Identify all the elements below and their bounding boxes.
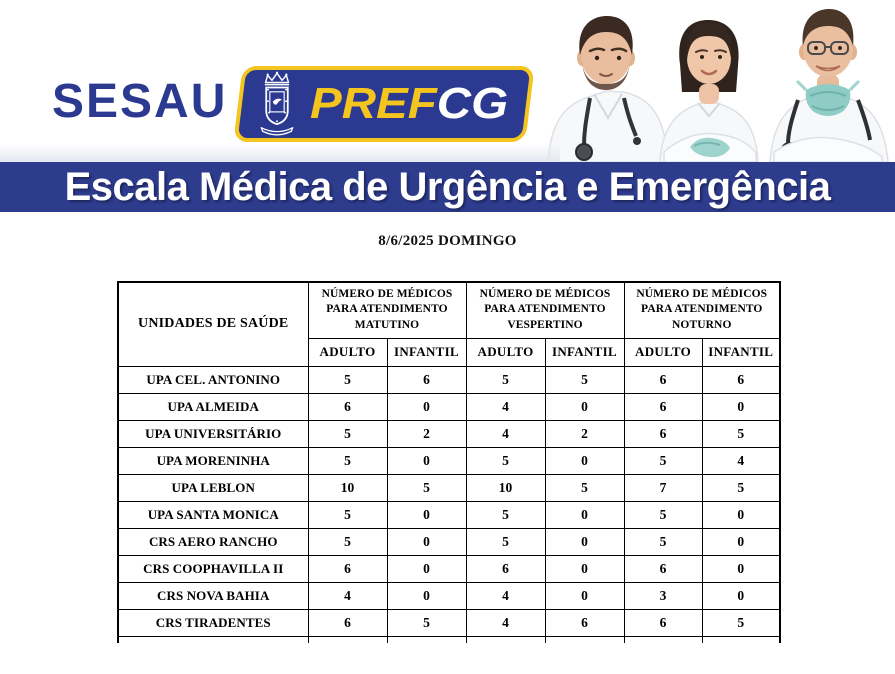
count-cell: 5 bbox=[466, 366, 545, 393]
table-row bbox=[118, 609, 780, 636]
count-cell: 5 bbox=[466, 447, 545, 474]
count-cell: 5 bbox=[545, 366, 624, 393]
count-cell: 5 bbox=[308, 528, 387, 555]
count-cell: 0 bbox=[387, 582, 466, 609]
count-cell: 5 bbox=[624, 447, 702, 474]
group-header-vespertino: NÚMERO DE MÉDICOS PARA ATENDIMENTO VESPERTINO bbox=[466, 282, 624, 338]
schedule-table-body bbox=[118, 366, 780, 636]
count-cell: 4 bbox=[466, 393, 545, 420]
title-banner bbox=[0, 162, 895, 212]
count-cell: 0 bbox=[545, 447, 624, 474]
count-cell: 5 bbox=[308, 420, 387, 447]
header bbox=[0, 0, 895, 162]
table-row bbox=[118, 528, 780, 555]
count-cell: 5 bbox=[624, 501, 702, 528]
count-cell: 5 bbox=[308, 366, 387, 393]
count-cell: 6 bbox=[702, 366, 780, 393]
table-row bbox=[118, 420, 780, 447]
count-cell: 6 bbox=[308, 609, 387, 636]
count-cell: 6 bbox=[624, 393, 702, 420]
count-cell: 5 bbox=[308, 447, 387, 474]
count-cell: 0 bbox=[702, 582, 780, 609]
stub-cell bbox=[702, 636, 780, 643]
schedule-table bbox=[117, 281, 781, 643]
schedule-date: 8/6/2025 DOMINGO bbox=[378, 233, 517, 249]
count-cell: 6 bbox=[466, 555, 545, 582]
count-cell: 2 bbox=[387, 420, 466, 447]
subheader-infantil-noturno: INFANTIL bbox=[702, 338, 780, 366]
count-cell: 5 bbox=[387, 609, 466, 636]
unit-name-cell: CRS NOVA BAHIA bbox=[118, 582, 308, 609]
count-cell: 4 bbox=[466, 609, 545, 636]
table-row bbox=[118, 555, 780, 582]
campo-grande-coat-of-arms-icon bbox=[254, 71, 300, 137]
count-cell: 0 bbox=[702, 555, 780, 582]
count-cell: 5 bbox=[545, 474, 624, 501]
count-cell: 6 bbox=[624, 420, 702, 447]
count-cell: 6 bbox=[624, 366, 702, 393]
unit-name-cell: UPA MORENINHA bbox=[118, 447, 308, 474]
count-cell: 0 bbox=[387, 393, 466, 420]
prefcg-wordmark bbox=[310, 79, 508, 129]
unit-name-cell: UPA UNIVERSITÁRIO bbox=[118, 420, 308, 447]
count-cell: 0 bbox=[702, 501, 780, 528]
count-cell: 2 bbox=[545, 420, 624, 447]
count-cell: 4 bbox=[702, 447, 780, 474]
count-cell: 5 bbox=[466, 528, 545, 555]
count-cell: 0 bbox=[387, 555, 466, 582]
table-bottom-stub bbox=[118, 636, 780, 643]
table-row bbox=[118, 501, 780, 528]
unit-name-cell: UPA LEBLON bbox=[118, 474, 308, 501]
count-cell: 4 bbox=[466, 582, 545, 609]
count-cell: 6 bbox=[545, 609, 624, 636]
count-cell: 0 bbox=[702, 528, 780, 555]
count-cell: 0 bbox=[545, 393, 624, 420]
count-cell: 0 bbox=[545, 555, 624, 582]
prefcg-badge bbox=[233, 66, 534, 142]
sesau-logo: SESAU bbox=[52, 75, 228, 128]
group-header-matutino: NÚMERO DE MÉDICOS PARA ATENDIMENTO MATUTINO bbox=[308, 282, 466, 338]
three-doctors-photo bbox=[540, 0, 895, 162]
count-cell: 0 bbox=[387, 528, 466, 555]
unit-name-cell: CRS AERO RANCHO bbox=[118, 528, 308, 555]
table-row bbox=[118, 393, 780, 420]
count-cell: 6 bbox=[624, 555, 702, 582]
subheader-infantil-vespertino: INFANTIL bbox=[545, 338, 624, 366]
count-cell: 5 bbox=[387, 474, 466, 501]
stub-cell bbox=[118, 636, 308, 643]
count-cell: 5 bbox=[308, 501, 387, 528]
subheader-adulto-vespertino: ADULTO bbox=[466, 338, 545, 366]
table-row bbox=[118, 447, 780, 474]
stub-cell bbox=[387, 636, 466, 643]
stub-cell bbox=[308, 636, 387, 643]
count-cell: 7 bbox=[624, 474, 702, 501]
subheader-adulto-noturno: ADULTO bbox=[624, 338, 702, 366]
table-header bbox=[118, 282, 780, 366]
count-cell: 10 bbox=[308, 474, 387, 501]
unit-name-cell: UPA CEL. ANTONINO bbox=[118, 366, 308, 393]
count-cell: 0 bbox=[545, 501, 624, 528]
count-cell: 0 bbox=[387, 501, 466, 528]
count-cell: 5 bbox=[466, 501, 545, 528]
subheader-adulto-matutino: ADULTO bbox=[308, 338, 387, 366]
count-cell: 3 bbox=[624, 582, 702, 609]
table-row bbox=[118, 582, 780, 609]
count-cell: 6 bbox=[308, 555, 387, 582]
count-cell: 5 bbox=[702, 420, 780, 447]
count-cell: 0 bbox=[545, 582, 624, 609]
page-title: Escala Médica de Urgência e Emergência bbox=[64, 164, 831, 209]
pref-text: PREF bbox=[310, 79, 437, 128]
table-row bbox=[118, 474, 780, 501]
unit-name-cell: UPA SANTA MONICA bbox=[118, 501, 308, 528]
units-header-cell: UNIDADES DE SAÚDE bbox=[118, 282, 308, 366]
count-cell: 6 bbox=[624, 609, 702, 636]
count-cell: 4 bbox=[308, 582, 387, 609]
cg-text: CG bbox=[436, 79, 509, 128]
count-cell: 4 bbox=[466, 420, 545, 447]
count-cell: 5 bbox=[702, 609, 780, 636]
count-cell: 10 bbox=[466, 474, 545, 501]
count-cell: 6 bbox=[387, 366, 466, 393]
table-row bbox=[118, 366, 780, 393]
count-cell: 5 bbox=[702, 474, 780, 501]
count-cell: 0 bbox=[702, 393, 780, 420]
count-cell: 6 bbox=[308, 393, 387, 420]
group-header-noturno: NÚMERO DE MÉDICOS PARA ATENDIMENTO NOTURNO bbox=[624, 282, 780, 338]
unit-name-cell: CRS COOPHAVILLA II bbox=[118, 555, 308, 582]
subheader-infantil-matutino: INFANTIL bbox=[387, 338, 466, 366]
count-cell: 0 bbox=[545, 528, 624, 555]
unit-name-cell: CRS TIRADENTES bbox=[118, 609, 308, 636]
count-cell: 5 bbox=[624, 528, 702, 555]
prefcg-badge-inner bbox=[254, 71, 509, 137]
stub-cell bbox=[624, 636, 702, 643]
stub-cell bbox=[466, 636, 545, 643]
count-cell: 0 bbox=[387, 447, 466, 474]
unit-name-cell: UPA ALMEIDA bbox=[118, 393, 308, 420]
stub-cell bbox=[545, 636, 624, 643]
header-fade-strip bbox=[0, 144, 560, 162]
